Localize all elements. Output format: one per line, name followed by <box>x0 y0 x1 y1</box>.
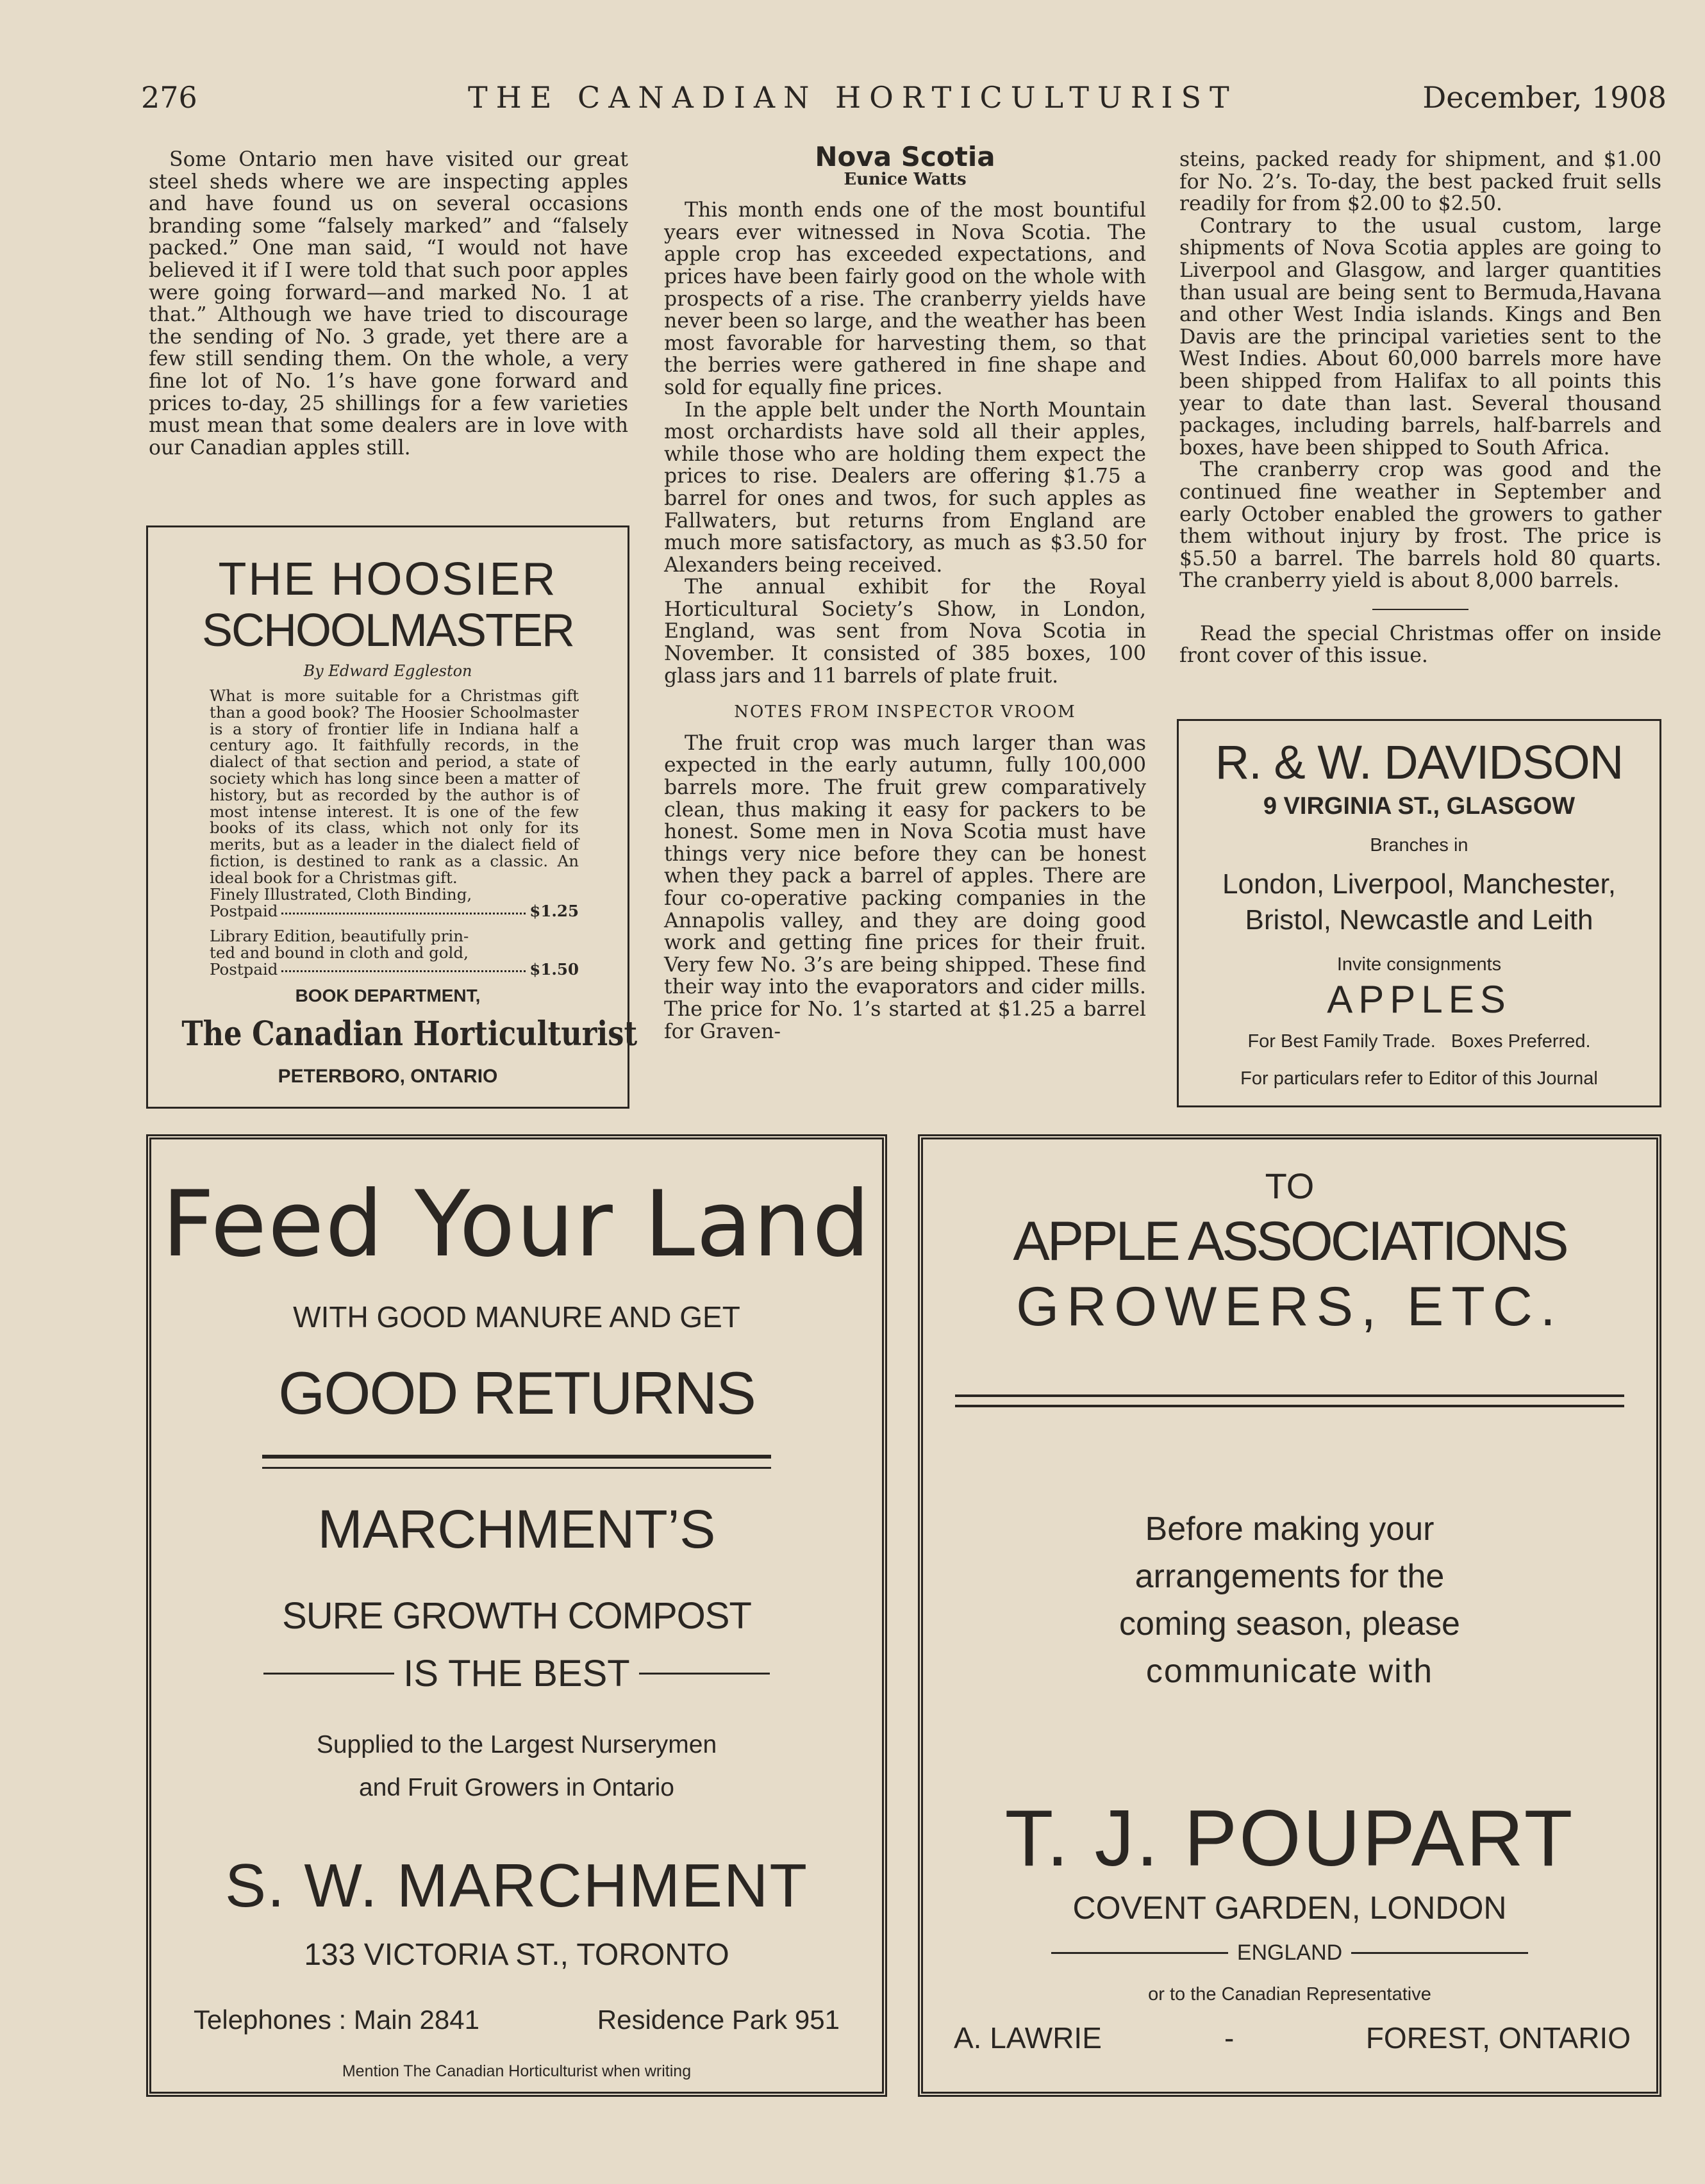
davidson-name: R. & W. DAVIDSON <box>1215 736 1624 789</box>
marchment-address: 133 VICTORIA ST., TORONTO <box>304 1938 729 1972</box>
ad-description: What is more suitable for a Christmas gift than a good book? The Hoosier Schoolmaster is a story of frontier life in Indiana half a century ago. It faithfully records, in the dialect of that section and period, a state of society which has long since been a matter of history, but as recorded by the author is of most intense interest. It is one of the few books of its class, which not only for its merits, but as a leader in the dialect field of fiction, is destined to rank as a classic. An ideal book for a Christmas gift. <box>210 686 579 887</box>
running-head: THE CANADIAN HORTICULTURIST <box>468 80 1238 115</box>
article-paragraph-4: The fruit crop was much larger than was expected in the early autumn, fully 100,000 barrels more. The fruit grew comparatively clean, thus making it easy for packers to be honest. Some men in Nova Scotia must have things very nice before they can be honest when they pack a barrel of apples. There are four co-operative packing companies in the Annapolis valley, and they are doing good work and getting fine prices for their fruit. Very few No. 3’s are being shipped. These find their way into the evaporators and cider mills. The price for No. 1’s started at $1.25 a barrel for Graven- <box>664 731 1146 1043</box>
poupart-line2: GROWERS, ETC. <box>1016 1276 1563 1337</box>
marchment-headline: Feed Your Land <box>162 1171 872 1277</box>
page-number: 276 <box>141 80 197 115</box>
ad-author: By Edward Eggleston <box>303 662 472 680</box>
poupart-rep: or to the Canadian Representative <box>1148 1984 1431 2005</box>
page-header <box>141 80 1667 125</box>
ad-title-line2: SCHOOLMASTER <box>201 605 574 656</box>
edition2-price: $1.50 <box>529 959 579 979</box>
poupart-body2: arrangements for the <box>1135 1558 1445 1595</box>
marchment-ad <box>146 1134 887 2097</box>
ad-title-line1: THE HOOSIER <box>218 554 558 605</box>
column3-article <box>1179 149 1661 667</box>
article-byline: Eunice Watts <box>844 169 967 189</box>
davidson-product: APPLES <box>1327 978 1511 1021</box>
edition2-price-line <box>210 961 579 978</box>
edition2-line2: ted and bound in cloth and gold, <box>210 943 469 962</box>
marchment-line2: WITH GOOD MANURE AND GET <box>293 1300 740 1334</box>
edition2-line3: Postpaid <box>210 959 278 979</box>
marchment-company: S. W. MARCHMENT <box>225 1851 808 1920</box>
column3-note: Read the special Christmas offer on inside front cover of this issue. <box>1179 622 1661 668</box>
marchment-supplied1: Supplied to the Largest Nurserymen <box>316 1731 717 1758</box>
poupart-country: ENGLAND <box>1236 1940 1343 1965</box>
poupart-country-row <box>1051 1940 1528 1965</box>
article-paragraph-2: In the apple belt under the North Mountain most orchardists have sold all their apples, while those who are holding them expect the prices to rise. Dealers are offering $1.75 a barrel for ones and twos, for such apples as Fallwaters, but returns from England are much more satisfactory, as much as $3.50 for Alexanders being received. <box>664 398 1146 577</box>
article-paragraph-3: The annual exhibit for the Royal Horticultural Society’s Show, in London, England, was sent from Nova Scotia in November. It consisted of 385 boxes, 100 glass jars and 11 barrels of plate fruit. <box>664 575 1146 688</box>
marchment-mention: Mention The Canadian Horticulturist when writing <box>342 2062 692 2080</box>
hoosier-schoolmaster-ad <box>146 525 638 1109</box>
davidson-address: 9 VIRGINIA ST., GLASGOW <box>1263 793 1576 820</box>
poupart-ad <box>918 1134 1661 2097</box>
column3-divider <box>1372 609 1468 610</box>
edition1-line2: Postpaid <box>210 901 278 920</box>
poupart-body3: coming season, please <box>1119 1605 1460 1642</box>
edition1-price: $1.25 <box>529 901 579 920</box>
ad-edition1 <box>210 886 579 920</box>
poupart-rep-sep: - <box>1224 2021 1235 2055</box>
poupart-body4: communicate with <box>1145 1653 1434 1690</box>
davidson-invite: Invite consignments <box>1336 954 1502 975</box>
davidson-branches-line1: London, Liverpool, Manchester, <box>1222 868 1616 900</box>
poupart-rep-name: A. LAWRIE <box>954 2021 1102 2055</box>
poupart-company: T. J. POUPART <box>1004 1794 1575 1883</box>
davidson-particulars: For particulars refer to Editor of this Journal <box>1240 1068 1598 1089</box>
marchment-claim-row <box>263 1652 770 1695</box>
column1-paragraph: Some Ontario men have visited our great steel sheds where we are inspecting apples and have found us on several occasions branding some “falsely marked” and “falsely packed.” One man said, “I would not have believed it if I were told that such poor apples were going forward—and marked No. 1 at that.” Although we have tried to discourage the sending of No. 3 grade, yet there are a few still sending them. On the whole, a very fine lot of No. 1’s have gone forward and prices to-day, 25 shillings for a few varieties must mean that some dealers are in love with our Canadian apples still. <box>149 148 628 459</box>
poupart-line1: APPLE ASSOCIATIONS <box>1013 1211 1567 1272</box>
poupart-address: COVENT GARDEN, LONDON <box>1072 1890 1507 1926</box>
ad-publisher: The Canadian Horticulturist <box>181 1014 638 1054</box>
ad-location: PETERBORO, ONTARIO <box>278 1066 498 1087</box>
article-subhead: NOTES FROM INSPECTOR VROOM <box>734 702 1076 722</box>
country-rule-left <box>1051 1952 1228 1954</box>
marchment-product: SURE GROWTH COMPOST <box>282 1595 751 1637</box>
davidson-branches-label: Branches in <box>1370 835 1468 856</box>
leader-dots <box>281 961 526 973</box>
article-paragraph-1: This month ends one of the most bountiful years ever witnessed in Nova Scotia. The apple crop has exceeded expectations, and prices have been fairly good on the whole with prospects of a rise. The cranberry yields have never been so large, and the weather has been most favorable for harvesting them, so that the berries were gathered in fine shape and sold for equally fine prices. <box>664 199 1146 399</box>
davidson-ad <box>1177 719 1661 1107</box>
column3-paragraph-3: The cranberry crop was good and the continued fine weather in September and early October enabled the growers to gather them without injury by frost. The price is $5.50 a barrel. The barrels hold 80 quarts. The cranberry yield is about 8,000 barrels. <box>1179 458 1661 593</box>
article-title: Nova Scotia <box>815 141 995 172</box>
marchment-telephone: Telephones : Main 2841 <box>194 2005 479 2035</box>
ad-department: BOOK DEPARTMENT, <box>295 986 481 1005</box>
nova-scotia-article <box>664 141 1146 1043</box>
ad-edition2 <box>210 928 579 977</box>
column3-paragraph-2: Contrary to the usual custom, large shipments of Nova Scotia apples are going to Liverpool and Glasgow, and larger quantities than usual are being sent to Bermuda,Havana and other West India islands. Kings and Ben Davis are the principal varieties sent to the West Indies. About 60,000 barrels more have been shipped from Halifax to all points this year to date than last. Several thousand packages, including barrels, half-barrels and boxes, have been shipped to South Africa. <box>1179 214 1661 459</box>
issue-date: December, 1908 <box>1422 80 1667 115</box>
poupart-to: TO <box>1265 1166 1315 1206</box>
poupart-rule <box>955 1394 1624 1407</box>
column1-article <box>149 149 628 459</box>
column3-paragraph-1: steins, packed ready for shipment, and $1.00 for No. 2’s. To-day, the best packed fruit sells readily for from $2.00 to $2.50. <box>1179 148 1661 216</box>
davidson-trade: For Best Family Trade. Boxes Preferred. <box>1247 1031 1591 1052</box>
davidson-branches-line2: Bristol, Newcastle and Leith <box>1245 904 1593 936</box>
poupart-body1: Before making your <box>1145 1510 1435 1548</box>
poupart-rep-location: FOREST, ONTARIO <box>1365 2021 1631 2055</box>
claim-rule-left <box>263 1673 394 1675</box>
leader-dots <box>281 903 526 914</box>
edition1-price-line <box>210 903 579 920</box>
marchment-rule <box>262 1455 771 1469</box>
edition1-line1: Finely Illustrated, Cloth Binding, <box>210 885 472 904</box>
claim-rule-right <box>639 1673 770 1675</box>
marchment-line3: GOOD RETURNS <box>278 1359 755 1427</box>
marchment-supplied2: and Fruit Growers in Ontario <box>358 1774 674 1801</box>
edition2-line1: Library Edition, beautifully prin- <box>210 927 469 945</box>
marchment-residence: Residence Park 951 <box>597 2005 840 2035</box>
country-rule-right <box>1351 1952 1528 1954</box>
marchment-brand: MARCHMENT’S <box>317 1499 716 1559</box>
marchment-claim: IS THE BEST <box>403 1653 630 1694</box>
